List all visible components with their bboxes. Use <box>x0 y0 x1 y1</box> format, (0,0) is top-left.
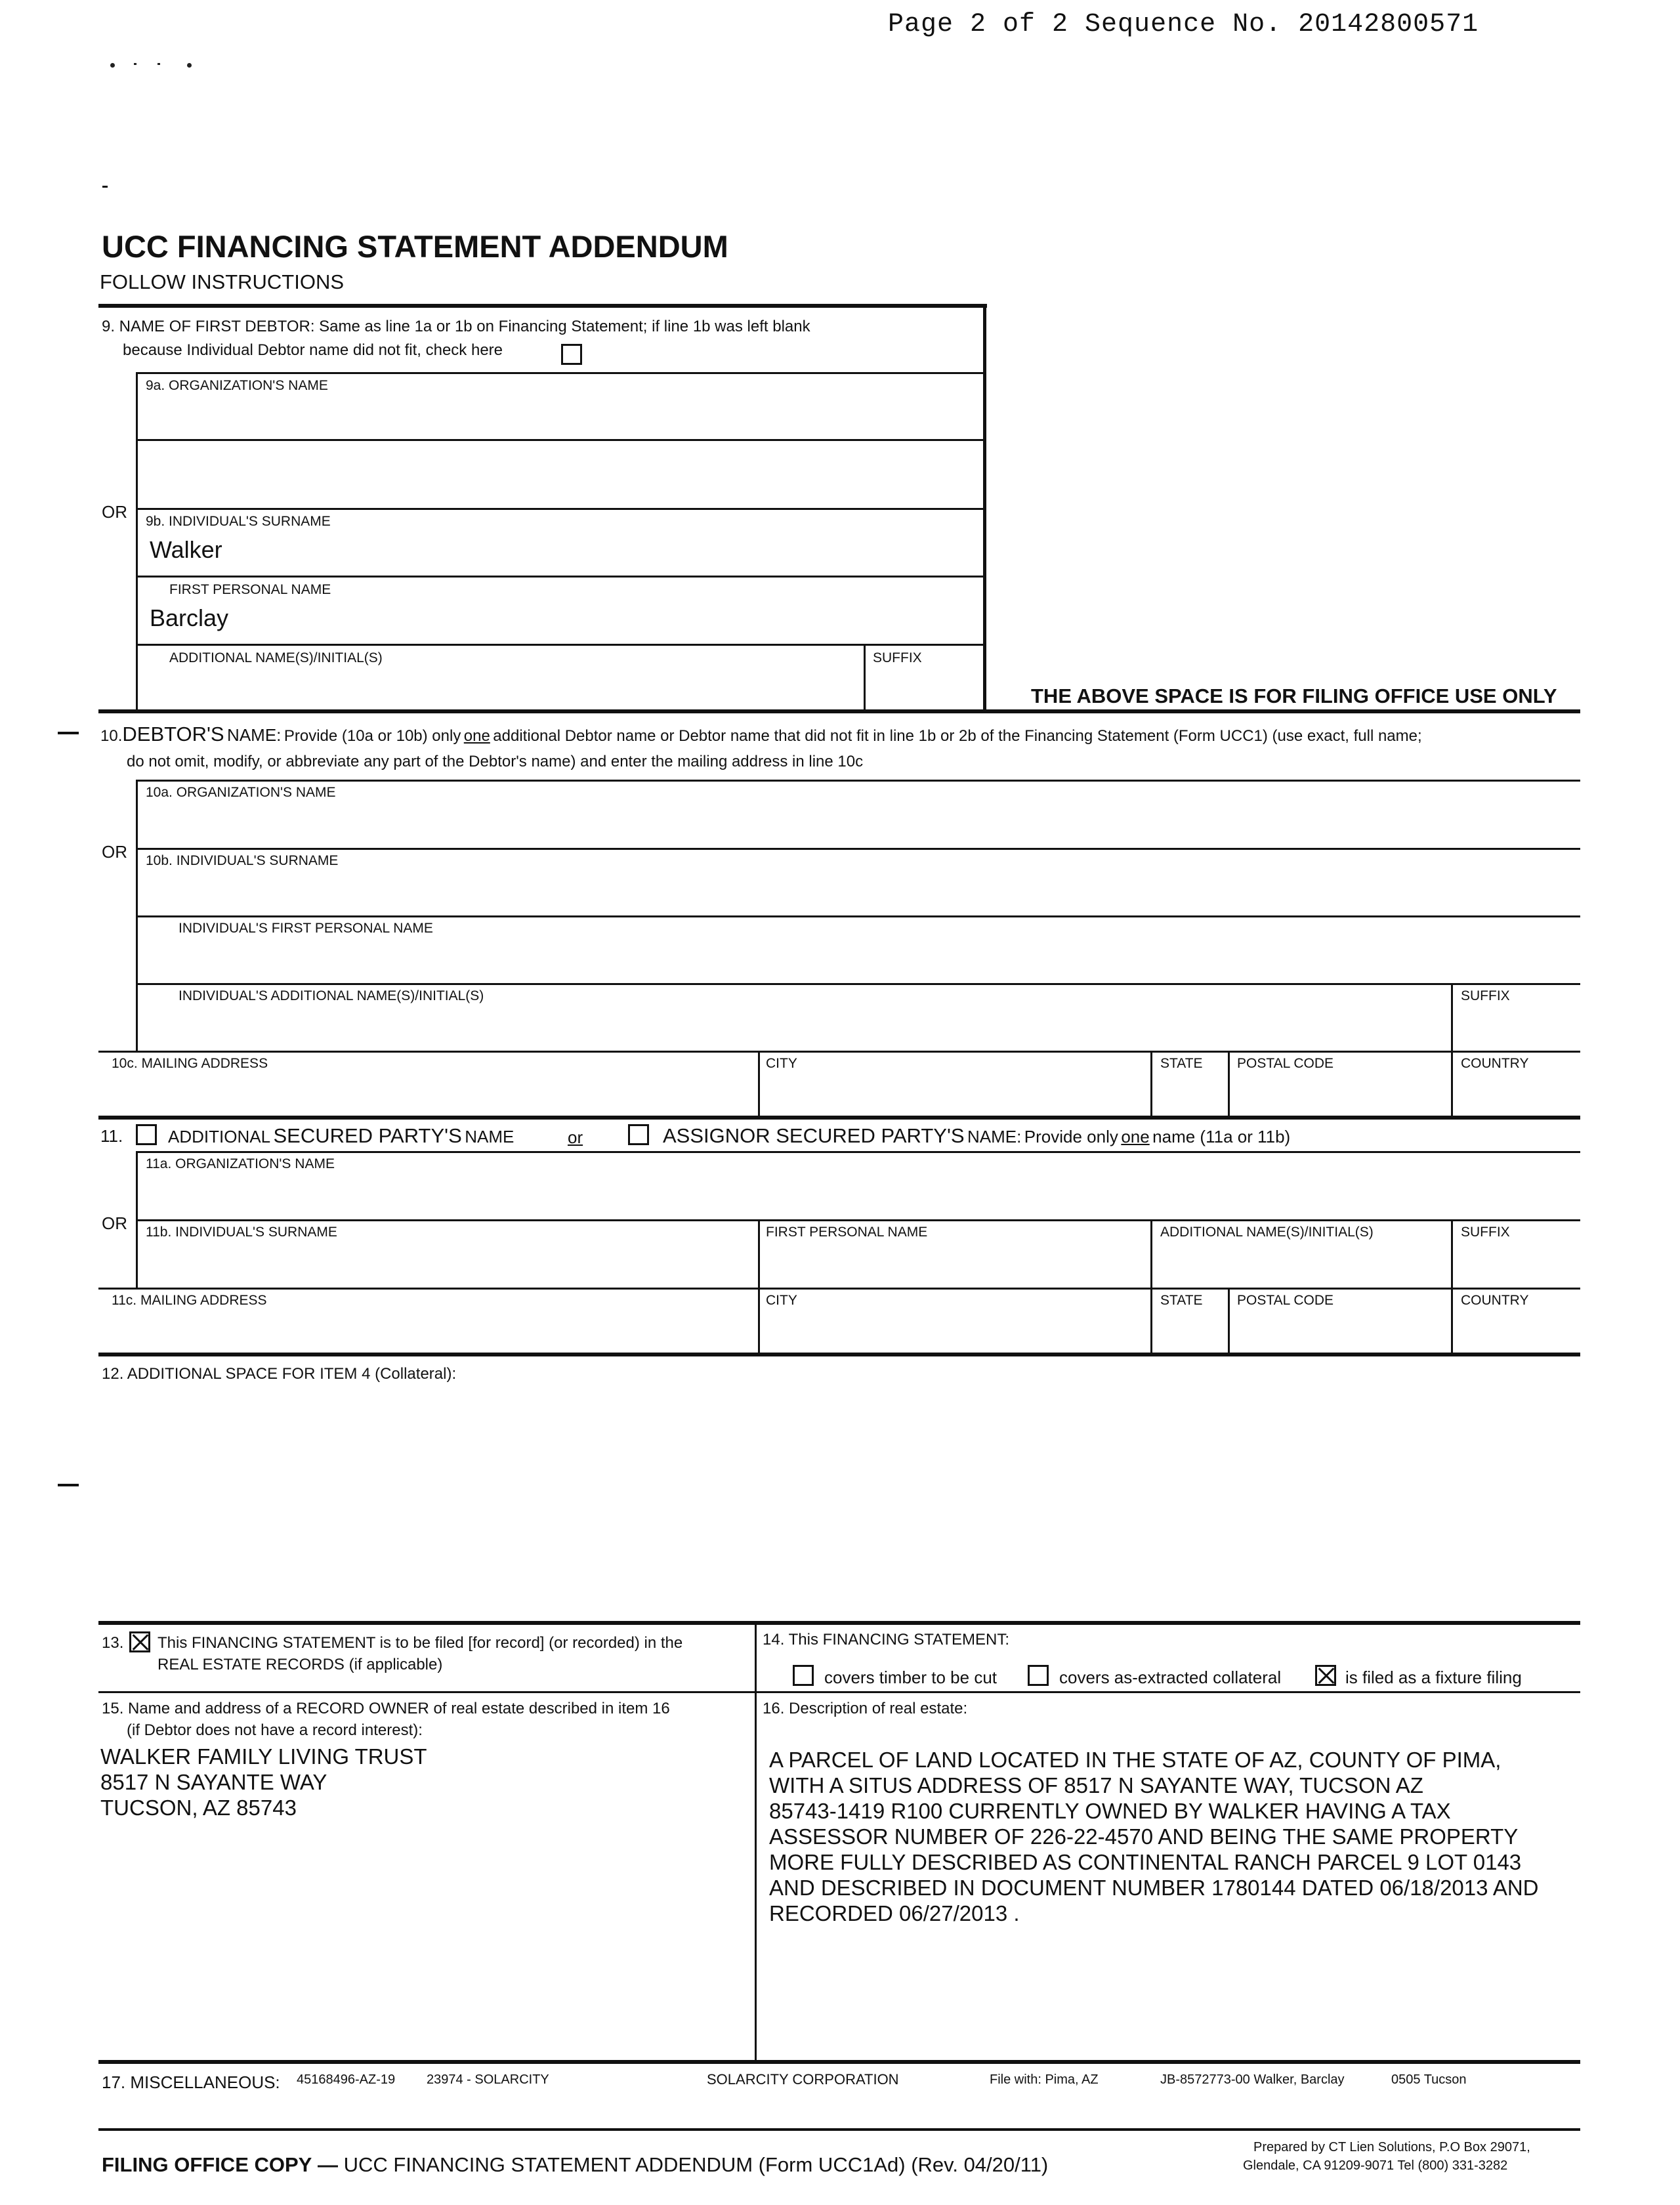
item11b-div-additional <box>1150 1219 1152 1289</box>
page-sequence: Page 2 of 2 Sequence No. 20142800571 <box>888 10 1479 39</box>
item11c-city-field[interactable] <box>761 1311 1147 1350</box>
scan-mark-dash <box>102 186 108 188</box>
item11c-label: 11c. MAILING ADDRESS <box>112 1293 267 1308</box>
item10-additional-field[interactable] <box>139 1007 1445 1049</box>
item9b-surname-value[interactable]: Walker <box>150 536 222 563</box>
item11b-label: 11b. INDIVIDUAL'S SURNAME <box>146 1225 337 1240</box>
item16-line: ASSESSOR NUMBER OF 226-22-4570 AND BEING THE SAME PROPERTY <box>769 1824 1519 1849</box>
item13-line1: This FINANCING STATEMENT is to be filed [for record] (or recorded) in the <box>158 1634 683 1652</box>
item14-extracted-label: covers as-extracted collateral <box>1059 1668 1282 1687</box>
item10a-top <box>136 780 1580 782</box>
item11c-top <box>98 1288 1580 1290</box>
item10-suffix-label: SUFFIX <box>1461 988 1510 1003</box>
item15-label-line1: 15. Name and address of a RECORD OWNER of real estate described in item 16 <box>102 1700 670 1717</box>
item11-num: 11. <box>100 1126 123 1146</box>
item13-line2: REAL ESTATE RECORDS (if applicable) <box>158 1656 443 1673</box>
item16-line: 85743-1419 R100 CURRENTLY OWNED BY WALKER HAVING A TAX <box>769 1799 1451 1823</box>
item10-first-label: INDIVIDUAL'S FIRST PERSONAL NAME <box>178 921 433 936</box>
footer-prepared-line1: Prepared by CT Lien Solutions, P.O Box 29071, <box>1253 2140 1530 2154</box>
item17-jb: JB-8572773-00 Walker, Barclay <box>1160 2072 1345 2087</box>
item11c-div-country <box>1451 1288 1453 1354</box>
item14-label: 14. This FINANCING STATEMENT: <box>763 1631 1010 1648</box>
item11-assignor-label: ASSIGNOR SECURED PARTY'S <box>663 1124 965 1147</box>
item10-top-rule <box>98 709 1580 713</box>
item9-additional-field[interactable] <box>139 667 861 709</box>
margin-tick-1 <box>58 732 79 734</box>
item13-num: 13. <box>102 1634 124 1652</box>
filing-office-note: THE ABOVE SPACE IS FOR FILING OFFICE USE ONLY <box>1031 684 1557 707</box>
item15-top-rule <box>98 1691 1580 1693</box>
item16-real-estate-description[interactable] <box>769 1747 1576 2055</box>
item11c-city-label: CITY <box>766 1293 797 1308</box>
item9-suffix-field[interactable] <box>868 667 980 709</box>
item10b-top <box>136 848 1580 850</box>
item14-extracted-checkbox[interactable] <box>1028 1665 1049 1686</box>
item13-top-rule <box>98 1621 1580 1625</box>
item10c-top <box>98 1051 1580 1053</box>
item10c-country-label: COUNTRY <box>1461 1056 1529 1071</box>
footer-form-label <box>102 2153 1048 2177</box>
item12-label: 12. ADDITIONAL SPACE FOR ITEM 4 (Collateral): <box>102 1365 457 1383</box>
item10-additional-top <box>136 983 1580 985</box>
item10c-city-field[interactable] <box>761 1074 1147 1113</box>
item9-first-name-label: FIRST PERSONAL NAME <box>169 582 331 597</box>
item9b-label: 9b. INDIVIDUAL'S SURNAME <box>146 514 331 529</box>
item10-heading-line2: do not omit, modify, or abbreviate any part of the Debtor's name) and enter the mailing address in line 10c <box>127 753 864 770</box>
item10-heading <box>100 723 1422 746</box>
item10c-postal-label: POSTAL CODE <box>1237 1056 1334 1071</box>
item10c-country-field[interactable] <box>1455 1074 1577 1113</box>
item11-assignor-label-c: NAME: <box>967 1127 1022 1146</box>
item10-heading-big: DEBTOR'S <box>122 723 224 746</box>
item11a-org-name-field[interactable] <box>139 1173 1576 1217</box>
item10c-state-field[interactable] <box>1154 1074 1226 1113</box>
item17-code: 23974 - SOLARCITY <box>427 2072 549 2087</box>
item16-line: MORE FULLY DESCRIBED AS CONTINENTAL RANCH PARCEL 9 LOT 0143 <box>769 1850 1522 1874</box>
item12-collateral-field[interactable] <box>102 1388 1578 1611</box>
item10c-state-label: STATE <box>1160 1056 1203 1071</box>
item10-heading-b: additional Debtor name or Debtor name that did not fit in line 1b or 2b of the Financing Statement (Form UCC1) (use exact, full name; <box>493 727 1422 745</box>
item11-additional-name-label: ADDITIONAL NAME(S)/INITIAL(S) <box>1160 1225 1374 1240</box>
item10-additional-label: INDIVIDUAL'S ADDITIONAL NAME(S)/INITIAL(S) <box>178 988 484 1003</box>
item10c-div-state <box>1150 1051 1152 1118</box>
item11a-label: 11a. ORGANIZATION'S NAME <box>146 1156 335 1171</box>
item9a-top <box>136 372 985 374</box>
item11c-mailing-field[interactable] <box>102 1311 758 1350</box>
item14-fixture-label: is filed as a fixture filing <box>1345 1668 1522 1687</box>
item10c-label: 10c. MAILING ADDRESS <box>112 1056 268 1071</box>
item14-timber-label: covers timber to be cut <box>824 1668 997 1687</box>
item11c-div-city <box>758 1288 760 1354</box>
item10c-div-postal <box>1228 1051 1230 1118</box>
item16-line: AND DESCRIBED IN DOCUMENT NUMBER 1780144 DATED 06/18/2013 AND <box>769 1876 1539 1900</box>
item11-top-rule <box>98 1116 1580 1120</box>
item10-suffix-field[interactable] <box>1455 1007 1577 1049</box>
item10b-surname-field[interactable] <box>139 870 1576 914</box>
item12-top-rule <box>98 1353 1580 1356</box>
item11-provide-a: Provide only <box>1024 1127 1118 1146</box>
item11b-surname-field[interactable] <box>139 1242 756 1284</box>
item11-provide-one: one <box>1121 1127 1150 1146</box>
item11-or-label: or <box>568 1127 583 1147</box>
item9-additional-top <box>136 644 985 646</box>
item10a-org-name-field[interactable] <box>139 802 1576 845</box>
item11-first-name-field[interactable] <box>761 1242 1147 1284</box>
item14-fixture-checkbox[interactable] <box>1315 1665 1336 1686</box>
item11b-div-first <box>758 1219 760 1289</box>
footer-dash: — <box>317 2153 338 2176</box>
item11-additional-label-b: SECURED PARTY'S <box>273 1124 462 1147</box>
item9b-top <box>136 508 985 510</box>
item11-suffix-label: SUFFIX <box>1461 1225 1510 1240</box>
item11c-postal-label: POSTAL CODE <box>1237 1293 1334 1308</box>
item16-line: WITH A SITUS ADDRESS OF 8517 N SAYANTE WAY, TUCSON AZ <box>769 1773 1423 1797</box>
item11-assignor-checkbox[interactable] <box>628 1124 649 1145</box>
footer-form-name: UCC FINANCING STATEMENT ADDENDUM (Form UCC1Ad) (Rev. 04/20/11) <box>343 2153 1049 2176</box>
item10-heading-one: one <box>463 727 490 745</box>
item11-additional-label: ADDITIONAL <box>168 1127 271 1146</box>
item9-first-top <box>136 576 985 578</box>
item10c-div-city <box>758 1051 760 1118</box>
item10a-label: 10a. ORGANIZATION'S NAME <box>146 785 336 800</box>
item11b-div-suffix <box>1451 1219 1453 1289</box>
form-title: UCC FINANCING STATEMENT ADDENDUM <box>102 229 728 264</box>
item11-provide-b: name (11a or 11b) <box>1152 1127 1291 1146</box>
item11c-state-label: STATE <box>1160 1293 1203 1308</box>
item9-first-name-value[interactable]: Barclay <box>150 604 229 631</box>
item10-heading-a: Provide (10a or 10b) only <box>284 727 461 745</box>
item11a-top <box>136 1151 1580 1153</box>
item9-suffix-label: SUFFIX <box>873 650 922 665</box>
item10b-label: 10b. INDIVIDUAL'S SURNAME <box>146 853 339 868</box>
item17-top-rule <box>98 2060 1580 2064</box>
footer-copy-label: FILING OFFICE COPY <box>102 2153 312 2176</box>
item11c-postal-field[interactable] <box>1231 1311 1448 1350</box>
footer-rule <box>98 2128 1580 2131</box>
item11-additional-label-c: NAME <box>465 1127 514 1146</box>
item9-top-rule <box>98 304 987 308</box>
item15-label-line2: (if Debtor does not have a record interest): <box>127 1721 423 1739</box>
item11-additional-name-field[interactable] <box>1154 1242 1448 1284</box>
item9-left-border <box>136 372 138 711</box>
footer-prepared-line2: Glendale, CA 91209-9071 Tel (800) 331-3282 <box>1243 2158 1508 2173</box>
item16-label: 16. Description of real estate: <box>763 1700 968 1717</box>
item11-assignor-text <box>663 1124 1290 1148</box>
item11-first-label: FIRST PERSONAL NAME <box>766 1225 928 1240</box>
item10-heading-name: NAME: <box>227 725 282 745</box>
item11-or-mark: OR <box>102 1213 127 1233</box>
item9-check-here-checkbox[interactable] <box>561 344 582 365</box>
scan-marks <box>110 59 196 68</box>
item10-first-top <box>136 915 1580 917</box>
item9-or-label: OR <box>102 502 127 522</box>
item10-first-name-field[interactable] <box>139 938 1576 982</box>
item11c-country-label: COUNTRY <box>1461 1293 1529 1308</box>
item10-or-label: OR <box>102 842 127 862</box>
item11c-country-field[interactable] <box>1455 1311 1577 1350</box>
item11-additional-text <box>168 1124 514 1148</box>
item9-additional-label: ADDITIONAL NAME(S)/INITIAL(S) <box>169 650 383 665</box>
item15-owner-line3: TUCSON, AZ 85743 <box>100 1796 297 1820</box>
item9-suffix-divider <box>864 644 866 711</box>
item16-line: A PARCEL OF LAND LOCATED IN THE STATE OF AZ, COUNTY OF PIMA, <box>769 1748 1502 1772</box>
item9a-org-name-field[interactable] <box>139 394 979 437</box>
item17-office: 0505 Tucson <box>1391 2072 1467 2087</box>
item15-record-owner[interactable] <box>100 1744 750 2059</box>
item10c-city-label: CITY <box>766 1056 797 1071</box>
item11c-state-field[interactable] <box>1154 1311 1226 1350</box>
item10-num: 10. <box>100 727 123 745</box>
item17-file-with: File with: Pima, AZ <box>990 2072 1099 2087</box>
item9a-org-name-field-2[interactable] <box>139 443 979 505</box>
item9a-mid <box>136 439 985 441</box>
item17-company: SOLARCITY CORPORATION <box>707 2071 899 2088</box>
item14-timber-checkbox[interactable] <box>793 1665 814 1686</box>
item11c-div-state <box>1150 1288 1152 1354</box>
item17-ref: 45168496-AZ-19 <box>297 2072 396 2087</box>
follow-instructions: FOLLOW INSTRUCTIONS <box>100 270 345 293</box>
item13-checkbox[interactable] <box>129 1631 150 1652</box>
item11-suffix-field[interactable] <box>1455 1242 1577 1284</box>
item17-label: 17. MISCELLANEOUS: <box>102 2072 280 2092</box>
item15-owner-line2: 8517 N SAYANTE WAY <box>100 1770 327 1794</box>
item10-suffix-divider <box>1451 983 1453 1051</box>
item9-heading-line1: 9. NAME OF FIRST DEBTOR: Same as line 1a or 1b on Financing Statement; if line 1b was left blank <box>102 318 810 335</box>
item9a-label: 9a. ORGANIZATION'S NAME <box>146 378 328 393</box>
item15-owner-line1: WALKER FAMILY LIVING TRUST <box>100 1744 427 1769</box>
item10c-postal-field[interactable] <box>1231 1074 1448 1113</box>
item10c-mailing-field[interactable] <box>102 1074 758 1113</box>
item11c-div-postal <box>1228 1288 1230 1354</box>
center-divider <box>755 1621 757 2062</box>
item10c-div-country <box>1451 1051 1453 1118</box>
item11-additional-checkbox[interactable] <box>136 1124 157 1145</box>
margin-tick-2 <box>58 1484 79 1486</box>
item16-line: RECORDED 06/27/2013 . <box>769 1901 1020 1925</box>
item9-heading-line2: because Individual Debtor name did not fit, check here <box>123 341 503 359</box>
item11b-top <box>136 1219 1580 1221</box>
